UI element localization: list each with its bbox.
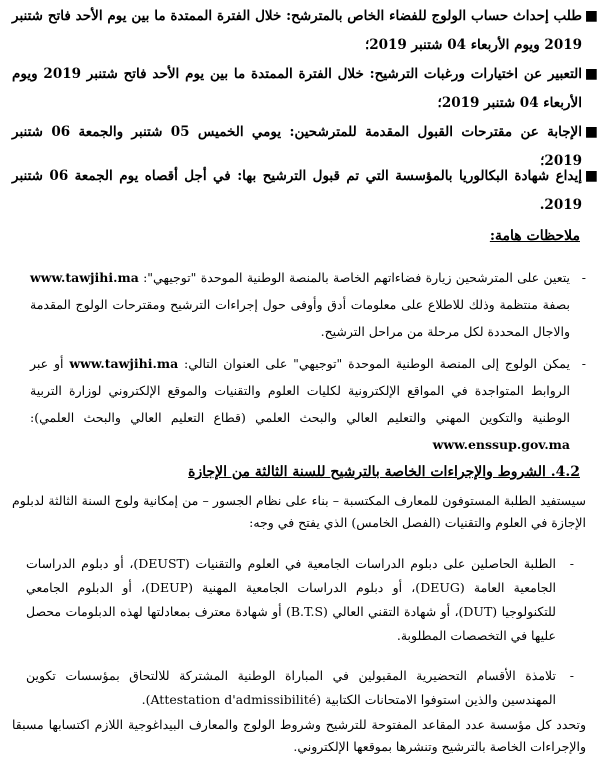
bullet-text: الإجابة عن مقترحات القبول المقدمة للمترشحين: يومي الخميس 05 شتنبر والجمعة 06 شتنبر 2019؛ bbox=[12, 124, 583, 169]
note-text: يمكن الولوج إلى المنصة الوطنية الموحدة "توجيهي" على العنوان التالي: bbox=[178, 356, 570, 371]
item-text: تلامذة الأقسام التحضيرية المقبولين في المباراة الوطنية المشتركة للالتحاق بمؤسسات تكوين المهندسين والذين استوفوا الامتحانات الكتابية (Attestation d'admissibilité). bbox=[26, 668, 556, 707]
bullet-text: إيداع شهادة البكالوريا بالمؤسسة التي تم قبول الترشيح بها: في أجل أقصاه يوم الجمعة 06 شتنبر 2019. bbox=[12, 168, 582, 213]
bullet-text: طلب إحداث حساب الولوج للفضاء الخاص بالمترشح: خلال الفترة الممتدة ما بين يوم الأحد فاتح شتنبر 2019 ويوم الأربعاء 04 شتنبر 2019؛ bbox=[12, 8, 582, 53]
note-item bbox=[30, 350, 586, 458]
bullet-icon: ■ bbox=[584, 124, 598, 140]
notes-heading: ملاحظات هامة: bbox=[489, 228, 580, 244]
link-tawjihi[interactable]: www.tawjihi.ma bbox=[69, 356, 179, 371]
bullet-icon: ■ bbox=[584, 66, 598, 82]
bullet-text: التعبير عن اختيارات ورغبات الترشيح: خلال الفترة الممتدة ما بين يوم الأحد فاتح شتنبر 2019 ويوم الأربعاء 04 شتنبر 2019؛ bbox=[12, 66, 583, 111]
note-text: يتعين على المترشحين زيارة فضاءاتهم الخاصة بالمنصة الوطنية الموحدة "توجيهي": bbox=[138, 270, 570, 285]
item-text: الطلبة الحاصلين على دبلوم الدراسات الجامعية في العلوم والتقنيات (DEUST)، أو دبلوم الدراسات الجامعية العامة (DEUG)، أو دبلوم الدراسات الجامعية المهنية (DEUP)، أو الدبلوم الجامعي للتكنولوجيا (DUT)، أو شهادة التقني العالي (B.T.S) أو شهادة معترف بمعادلتها لهذه الدبلومات محصل عليها في التخصصات المطلوبة. bbox=[26, 556, 556, 643]
dash-icon: - bbox=[581, 270, 586, 285]
dash-icon: - bbox=[569, 668, 574, 683]
bullet-item bbox=[12, 162, 598, 220]
note-item bbox=[30, 264, 586, 345]
bullet-item bbox=[12, 2, 598, 60]
bullet-icon: ■ bbox=[584, 8, 598, 24]
dash-icon: - bbox=[569, 556, 574, 571]
note-text: أو عبر الروابط المتواجدة في المواقع الإلكترونية لكليات العلوم والتقنيات والموقع الإلكتروني لوزارة التربية الوطنية والتكوين المهني والتعليم العالي والبحث العلمي (قطاع التعليم العالي والبحث العلمي): bbox=[30, 356, 570, 425]
closing-paragraph: وتحدد كل مؤسسة عدد المقاعد المفتوحة للترشيح وشروط الولوج والمعارف البيداغوجية اللازم اكتسابها مسبقا والإجراءات الخاصة بالترشيح وتنشرها بموقعها الإلكتروني. bbox=[12, 717, 586, 754]
link-enssup[interactable]: www.enssup.gov.ma bbox=[432, 437, 570, 452]
section-heading: 4.2. الشروط والإجراءات الخاصة بالترشيح للسنة الثالثة من الإجازة bbox=[188, 464, 580, 480]
bullet-icon: ■ bbox=[584, 168, 598, 184]
link-tawjihi[interactable]: www.tawjihi.ma bbox=[30, 270, 139, 285]
eligibility-item bbox=[26, 664, 574, 712]
note-text: بصفة منتظمة وذلك للاطلاع على معلومات أدق وأوفى حول إجراءات الترشيح ومقترحات الولوج المقدمة والاجال المحددة لكل مرحلة من مراحل الترشيح. bbox=[30, 297, 570, 339]
intro-paragraph: سيستفيد الطلبة المستوفون للمعارف المكتسبة – بناء على نظام الجسور – من إمكانية ولوج السنة الثالثة لدبلوم الإجازة في العلوم والتقنيات (الفصل الخامس) الذي يفتح في وجه: bbox=[12, 493, 586, 530]
eligibility-item bbox=[26, 552, 574, 648]
dash-icon: - bbox=[581, 356, 586, 371]
bullet-item bbox=[12, 60, 598, 118]
